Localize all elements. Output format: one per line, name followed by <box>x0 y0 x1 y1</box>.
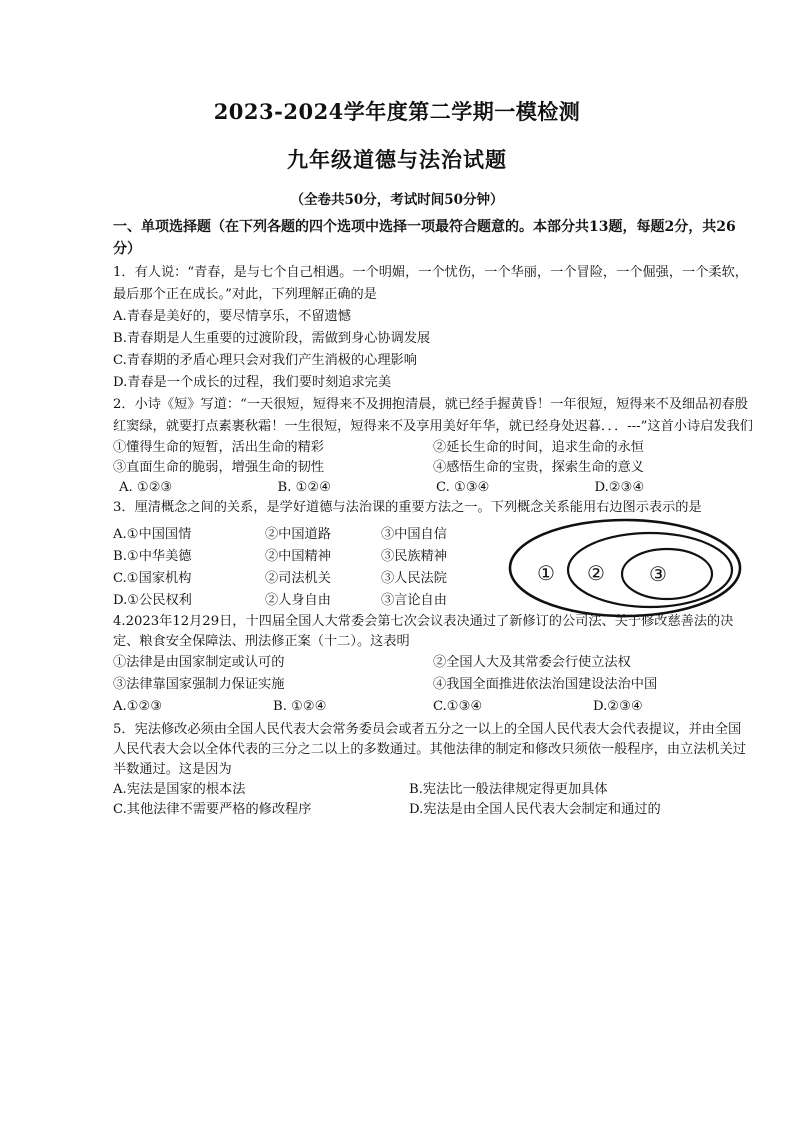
option-d: D.宪法是由全国人民代表大会制定和通过的 <box>409 802 661 817</box>
option-d-2: ②人身自由 <box>265 593 331 608</box>
statement-3: ③直面生命的脆弱，增强生命的韧性 <box>113 460 324 475</box>
option-d: D.②③④ <box>594 480 645 495</box>
statement-4: ④我国全面推进依法治国建设法治中国 <box>433 677 658 692</box>
section-heading: 一、单项选择题（在下列各题的四个选项中选择一项最符合题意的。本部分共13题，每题2分，共26分） <box>113 219 736 257</box>
label-2: ② <box>587 561 605 585</box>
option-a: A.青春是美好的，要尽情享乐，不留遗憾 <box>113 309 351 324</box>
question-2 <box>113 394 753 498</box>
question-stem: 1．有人说：“青春，是与七个自己相遇。一个明媚，一个忧伤，一个华丽，一个冒险，一个倔强，一个柔软，最后那个正在成长。”对此，下列理解正确的是 <box>113 265 748 302</box>
statement-row <box>113 438 753 458</box>
statement-1: ①懂得生命的短暂，活出生命的精彩 <box>113 440 324 455</box>
statement-row <box>113 652 753 674</box>
answer-row <box>113 696 753 718</box>
option-d: D.②③④ <box>593 699 643 714</box>
statement-4: ④感悟生命的宝贵，探索生命的意义 <box>433 460 644 475</box>
inner-ellipse <box>622 549 712 599</box>
answer-row <box>113 478 753 498</box>
option-d <box>113 590 503 612</box>
option-b: B. ①②④ <box>277 480 332 495</box>
statement-2: ②全国人大及其常委会行使立法权 <box>433 655 631 670</box>
option-a: A.宪法是国家的根本法 <box>113 782 246 797</box>
statement-row <box>113 458 753 478</box>
question-stem: 2．小诗《短》写道：“一天很短，短得来不及拥抱清晨，就已经手握黄昏！一年很短，短得来不及细品初春殷红窦绿，就要打点素裹秋霜！一生很短，短得来不及享用美好年华，就已经身处迟暮．．．---”这首小诗启发我们 <box>113 397 753 434</box>
label-3: ③ <box>649 562 667 586</box>
option-c: C. ①③④ <box>436 480 490 495</box>
statement-row <box>113 674 753 696</box>
exam-title: 2023-2024学年度第二学期一模检测 <box>213 99 581 124</box>
statement-3: ③法律靠国家强制力保证实施 <box>113 677 285 692</box>
option-list <box>113 518 503 612</box>
exam-note: （全卷共50分，考试时间50分钟） <box>290 192 504 208</box>
option-c: C.其他法律不需要严格的修改程序 <box>113 802 312 817</box>
option-b: B.宪法比一般法律规定得更加具体 <box>409 782 608 797</box>
question-3-body <box>113 518 753 612</box>
option-b: B. ①②④ <box>273 699 327 714</box>
option-a: A. ①②③ <box>119 480 173 495</box>
option-c: C.青春期的矛盾心理只会对我们产生消极的心理影响 <box>113 353 417 368</box>
option-a-1: A.①中国国情 <box>113 527 192 542</box>
statement-1: ①法律是由国家制定或认可的 <box>113 655 285 670</box>
exam-content <box>113 216 753 820</box>
option-c-2: ②司法机关 <box>265 571 331 586</box>
option-a-3: ③中国自信 <box>381 527 447 542</box>
option-c <box>113 568 503 590</box>
question-stem: 5．宪法修改必须由全国人民代表大会常务委员会或者五分之一以上的全国人民代表大会代表提议，并由全国人民代表大会以全体代表的三分之二以上的多数通过。其他法律的制定和修改只须依一般程序，由立法机关过半数通过。这是因为 <box>113 722 746 777</box>
option-b <box>113 546 503 568</box>
option-c-1: C.①国家机构 <box>113 571 192 586</box>
option-a-2: ②中国道路 <box>265 527 331 542</box>
option-b-3: ③民族精神 <box>381 549 447 564</box>
question-4 <box>113 612 753 718</box>
option-b: B.青春期是人生重要的过渡阶段，需做到身心协调发展 <box>113 331 431 346</box>
option-b-1: B.①中华美德 <box>113 549 192 564</box>
answer-row <box>113 780 753 800</box>
question-1 <box>113 262 753 394</box>
question-stem: 4.2023年12月29日，十四届全国人大常委会第七次会议表决通过了新修订的公司法、关于修改慈善法的决定、粮食安全保障法、刑法修正案（十二）。这表明 <box>113 614 734 649</box>
option-d-1: D.①公民权利 <box>113 593 192 608</box>
option-a: A.①②③ <box>113 699 163 714</box>
option-b-2: ②中国精神 <box>265 549 331 564</box>
nested-circles-diagram <box>505 518 745 618</box>
question-3 <box>113 498 753 612</box>
option-c-3: ③人民法院 <box>381 571 447 586</box>
option-c: C.①③④ <box>433 699 483 714</box>
answer-row <box>113 800 753 820</box>
question-5 <box>113 720 753 820</box>
question-stem: 3．厘清概念之间的关系，是学好道德与法治课的重要方法之一。下列概念关系能用右边图示表示的是 <box>113 500 702 515</box>
option-a <box>113 524 503 546</box>
option-d-3: ③言论自由 <box>381 593 447 608</box>
statement-2: ②延长生命的时间，追求生命的永恒 <box>433 440 644 455</box>
label-1: ① <box>537 561 555 585</box>
option-d: D.青春是一个成长的过程，我们要时刻追求完美 <box>113 375 392 390</box>
exam-subtitle: 九年级道德与法治试题 <box>287 147 507 172</box>
